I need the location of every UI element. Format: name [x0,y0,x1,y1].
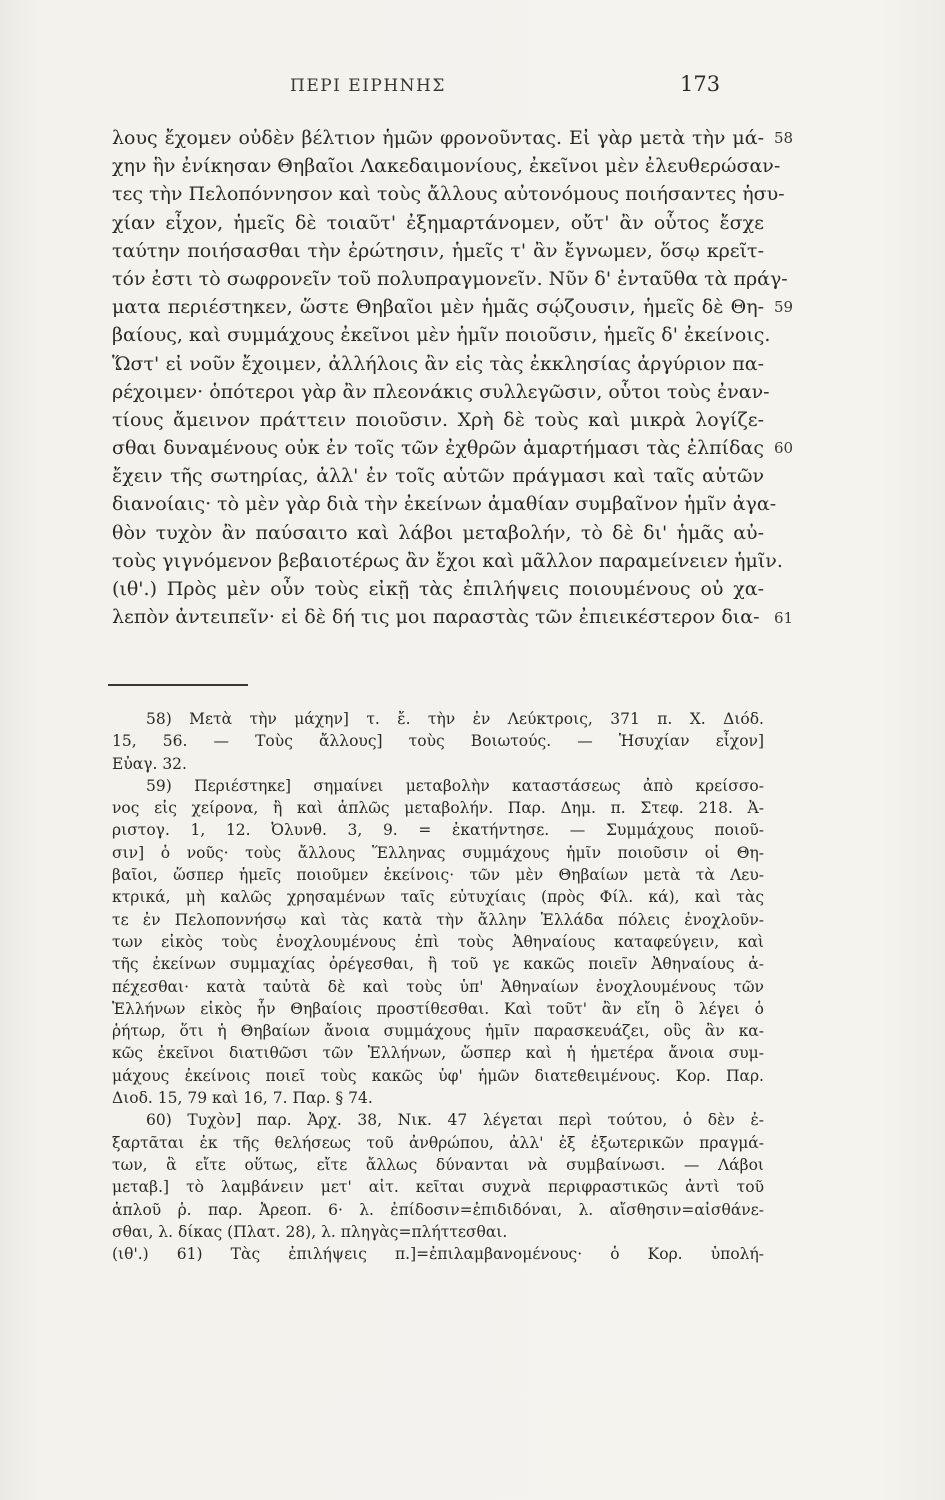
text-line: διανοίαις· τὸ μὲν γὰρ διὰ τὴν ἐκείνων ἀμαθίαν συμβαῖνον ἡμῖν ἀγα- [112,493,777,516]
margin-number: 60 [774,439,794,457]
note-line: ριστογ. 1, 12. Ὀλυνθ. 3, 9. = ἐκατήντησε. — Συμμάχους ποιοῦ- [112,821,764,840]
note-line: νος εἰς χείρονα, ἢ καὶ ἁπλῶς μεταβολήν. Παρ. Δημ. π. Στεφ. 218. Ἀ- [112,799,764,818]
note-line: 58) Μετὰ τὴν μάχην] τ. ἔ. τὴν ἐν Λεύκτροις, 371 π. Χ. Διόδ. [146,710,764,728]
text-line: χην ἣν ἐνίκησαν Θηβαῖοι Λακεδαιμονίους, ἐκεῖνοι μὲν ἐλευθερώσαν- [112,155,781,178]
footnotes-block [112,708,764,1265]
footnote-separator [108,684,248,686]
note-line: κτρικά, μὴ καλῶς χρησαμένων ταῖς εὐτυχίαις (πρὸς Φίλ. κά), καὶ τὰς [112,888,764,907]
text-line: λους ἔχομεν οὐδὲν βέλτιον ἡμῶν φρονοῦντας. Εἰ γὰρ μετὰ τὴν μά- [112,127,764,149]
note-line: Διοδ. 15, 79 καὶ 16, 7. Παρ. § 74. [112,1089,373,1108]
running-title: ΠΕΡΙ ΕΙΡΗΝΗΣ [290,76,446,96]
text-line: (ιθ'.) Πρὸς μὲν οὖν τοὺς εἰκῇ τὰς ἐπιλήψεις ποιουμένους οὐ χα- [112,578,764,600]
note-line: τῆς ἐκείνων συμμαχίας ὀρέγεσθαι, ἢ τοῦ γε κακῶς ποιεῖν Ἀθηναίους ἀ- [112,955,764,974]
text-line: τες τὴν Πελοπόννησον καὶ τοὺς ἄλλους αὐτονόμους ποιήσαντες ἡσυ- [112,183,785,206]
text-line: τοὺς γιγνόμενον βεβαιοτέρως ἂν ἔχοι καὶ μᾶλλον παραμείνειεν ἡμῖν. [112,549,783,572]
note-line: 59) Περιέστηκε] σημαίνει μεταβολὴν καταστάσεως ἀπὸ κρείσσο- [146,776,764,795]
note-line: Εὐαγ. 32. [112,754,187,773]
margin-number: 61 [774,609,794,627]
text-line: βαίους, καὶ συμμάχους ἐκεῖνοι μὲν ἡμῖν ποιοῦσιν, ἡμεῖς δ' ἐκείνοις. [112,324,771,347]
note-line: κῶς ἐκεῖνοι διατιθῶσι τῶν Ἑλλήνων, ὥσπερ καὶ ἡ ἡμετέρα ἄνοια συμ- [112,1044,764,1063]
note-line: σιν] ὁ νοῦς· τοὺς ἄλλους Ἕλληνας συμμάχους ἡμῖν ποιοῦσιν οἱ Θη- [112,843,764,862]
margin-number: 59 [774,298,794,316]
text-line: θὸν τυχὸν ἂν παύσαιτο καὶ λάβοι μεταβολήν, τὸ δὲ δι' ἡμᾶς αὐ- [112,521,764,544]
note-line: σθαι, λ. δίκας (Πλατ. 28), λ. πληγὰς=πλήττεσθαι. [112,1222,508,1241]
note-line: 15, 56. — Τοὺς ἄλλους] τοὺς Βοιωτούς. — Ἡσυχίαν εἶχον] [112,732,764,751]
note-line: Ἑλλήνων εἰκὸς ἦν Θηβαίοις προστίθεσθαι. Καὶ τοῦτ' ἂν εἴη ὃ λέγει ὁ [112,999,764,1018]
note-line: ῥήτωρ, ὅτι ἡ Θηβαίων ἄνοια συμμάχους ἡμῖν παρασκευάζει, οὓς ἂν κα- [112,1022,764,1041]
text-line: τίους ἄμεινον πράττειν ποιοῦσιν. Χρὴ δὲ τοὺς καὶ μικρὰ λογίζε- [112,408,764,431]
note-line: μάχους ἐκείνοις ποιεῖ τοὺς κακῶς ὑφ' ἡμῶν διατεθειμένους. Κορ. Παρ. [112,1066,764,1085]
note-line: (ιθ'.) 61) Τὰς ἐπιλήψεις π.]=ἐπιλαμβανομένους· ὁ Κορ. ὑπολή- [112,1245,764,1264]
note-line: μεταβ.] τὸ λαμβάνειν μετ' αἰτ. κεῖται συχνὰ περιφραστικῶς ἀντὶ τοῦ [112,1178,764,1197]
note-line: βαῖοι, ὥσπερ ἡμεῖς ποιοῦμεν ἐκείνοις· τῶν μὲν Θηβαίων μετὰ τὰ Λευ- [112,866,764,885]
text-line: χίαν εἶχον, ἡμεῖς δὲ τοιαῦτ' ἐξημαρτάνομεν, οὔτ' ἂν οὗτος ἔσχε [112,211,764,234]
note-line: τε ἐν Πελοποννήσῳ καὶ τὰς κατὰ τὴν ἄλλην Ἑλλάδα πόλεις ἐνοχλοῦν- [112,910,764,929]
page-number: 173 [680,72,721,96]
note-line: των, ἃ εἴτε οὕτως, εἴτε ἄλλως δύνανται νὰ συμβαίνωσι. — Λάβοι [112,1155,764,1174]
note-line: 60) Τυχὸν] παρ. Ἀρχ. 38, Νικ. 47 λέγεται περὶ τούτου, ὁ δὲν ἐ- [146,1111,764,1130]
note-line: ξαρτᾶται ἐκ τῆς θελήσεως τοῦ ἀνθρώπου, ἀλλ' ἐξ ἐξωτερικῶν πραγμά- [112,1133,764,1152]
note-line: ἁπλοῦ ῥ. παρ. Ἀρεοπ. 6· λ. ἐπίδοσιν=ἐπιδιδόναι, λ. αἴσθησιν=αἰσθάνε- [112,1200,764,1219]
note-line: πέχεσθαι· κατὰ ταὐτὰ δὲ καὶ τοὺς ὑπ' Ἀθηναίων ἐνοχλουμένους τῶν [112,977,764,996]
text-line: Ὥστ' εἰ νοῦν ἔχοιμεν, ἀλλήλοις ἂν εἰς τὰς ἐκκλησίας ἀργύριον πα- [112,352,764,375]
text-line: λεπὸν ἀντειπεῖν· εἰ δὲ δή τις μοι παραστὰς τῶν ἐπιεικέστερον δια- [112,606,760,629]
margin-number: 58 [774,129,794,147]
text-line: ρέχοιμεν· ὁπότεροι γὰρ ἂν πλεονάκις συλλεγῶσιν, οὗτοι τοὺς ἐναν- [112,380,770,403]
text-line: τόν ἐστι τὸ σωφρονεῖν τοῦ πολυπραγμονεῖν. Νῦν δ' ἐνταῦθα τὰ πράγ- [112,267,788,290]
note-line: των εἰκὸς τοὺς ἐνοχλουμένους ἐπὶ τοὺς Ἀθηναίους καταφεύγειν, καὶ [112,932,764,951]
text-line: ματα περιέστηκεν, ὥστε Θηβαῖοι μὲν ἡμᾶς σῴζουσιν, ἡμεῖς δὲ Θη- [112,296,764,319]
text-line: σθαι δυναμένους οὐκ ἐν τοῖς τῶν ἐχθρῶν ἁμαρτήμασι τὰς ἐλπίδας [112,437,764,460]
text-line: ταύτην ποιήσασθαι τὴν ἐρώτησιν, ἡμεῖς τ' ἂν ἔγνωμεν, ὅσῳ κρεῖτ- [112,239,764,262]
text-line: ἔχειν τῆς σωτηρίας, ἀλλ' ἐν τοῖς αὑτῶν πράγμασι καὶ ταῖς αὑτῶν [112,465,764,488]
